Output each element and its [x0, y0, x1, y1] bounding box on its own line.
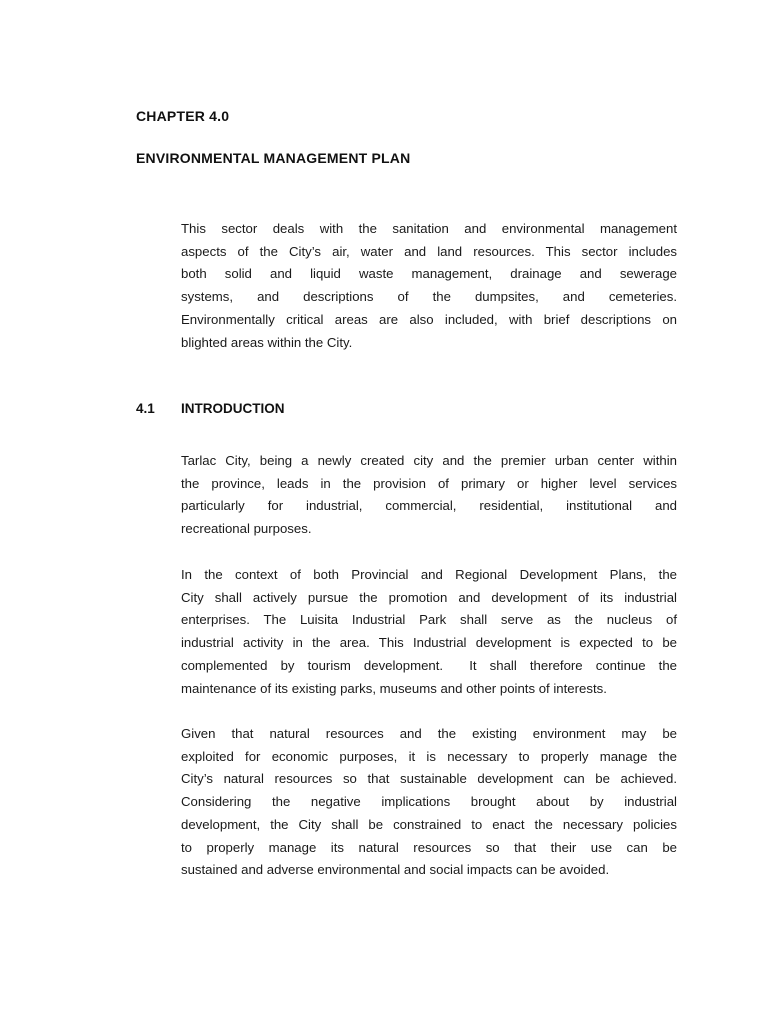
section-paragraph-1: [181, 450, 677, 541]
text-line: particularly for industrial, commercial, residential, institutional and: [181, 498, 677, 514]
chapter-intro-paragraph: [181, 218, 677, 354]
text-line: Environmentally critical areas are also included, with brief descriptions on: [181, 311, 677, 327]
text-line: Tarlac City, being a newly created city and the premier urban center within: [181, 453, 677, 468]
text-line: aspects of the City’s air, water and land resources. This sector includes: [181, 243, 677, 259]
text-line: both solid and liquid waste management, drainage and sewerage: [181, 266, 677, 282]
text-line: recreational purposes.: [181, 521, 312, 537]
text-line: complemented by tourism development. It shall therefore continue the: [181, 657, 677, 673]
text-line: Considering the negative implications brought about by industrial: [181, 794, 677, 810]
text-line: development, the City shall be constrained to enact the necessary policies: [181, 816, 677, 832]
text-line: City’s natural resources so that sustainable development can be achieved.: [181, 771, 677, 787]
section-title: INTRODUCTION: [181, 401, 285, 416]
text-line: Given that natural resources and the existing environment may be: [181, 726, 677, 741]
text-line: to properly manage its natural resources so that their use can be: [181, 839, 677, 855]
text-line: enterprises. The Luisita Industrial Park shall serve as the nucleus of: [181, 612, 677, 628]
text-line: industrial activity in the area. This Industrial development is expected to be: [181, 635, 677, 651]
text-line: In the context of both Provincial and Regional Development Plans, the: [181, 567, 677, 582]
text-line: sustained and adverse environmental and social impacts can be avoided.: [181, 862, 610, 878]
section-paragraph-2: [181, 564, 677, 700]
text-line: City shall actively pursue the promotion and development of its industrial: [181, 589, 677, 605]
text-line: maintenance of its existing parks, museums and other points of interests.: [181, 680, 607, 696]
text-line: exploited for economic purposes, it is necessary to properly manage the: [181, 748, 677, 764]
text-line: the province, leads in the provision of primary or higher level services: [181, 475, 677, 491]
chapter-number: CHAPTER 4.0: [136, 108, 230, 124]
text-line: systems, and descriptions of the dumpsites, and cemeteries.: [181, 289, 677, 305]
text-line: This sector deals with the sanitation and environmental management: [181, 221, 677, 236]
section-number: 4.1: [136, 401, 155, 416]
text-line: blighted areas within the City.: [181, 334, 353, 350]
section-paragraph-3: [181, 723, 677, 882]
chapter-title: ENVIRONMENTAL MANAGEMENT PLAN: [136, 150, 411, 166]
